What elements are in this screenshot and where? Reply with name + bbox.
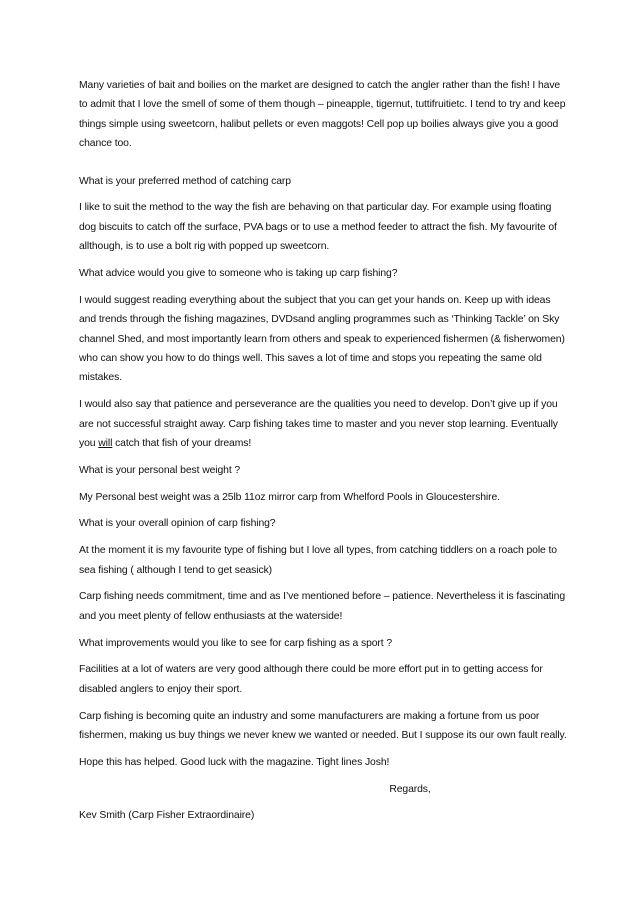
emphasis-will: will — [98, 438, 113, 450]
answer-improvements: Facilities at a lot of waters are very good although there could be more effort put in to getting access for disabled anglers to enjoy their sport. — [79, 664, 543, 695]
document-body — [79, 76, 569, 833]
signature: Kev Smith (Carp Fisher Extraordinaire) — [79, 810, 255, 822]
answer-advice: I would suggest reading everything about the subject that you can get your hands on. Keep up with ideas and trends through the fishing magazines, DVDsand angling programmes such as ‘Thinking Tackle’ on Sky channel Shed, and most importantly learn from others and speak to experienced fishermen (& fisherwomen) who can show you how to do things well. This saves a lot of time and stops you repeating the same old mistakes. — [79, 294, 565, 384]
question-overall-opinion: What is your overall opinion of carp fishing? — [79, 518, 276, 530]
question-preferred-method: What is your preferred method of catching carp — [79, 175, 291, 187]
paragraph-patience — [79, 395, 569, 453]
paragraph-industry: Carp fishing is becoming quite an industry and some manufacturers are making a fortune from us poor fishermen, making us buy things we never knew we wanted or needed. But I suppose its our own fault really. — [79, 710, 567, 742]
paragraph-commitment: Carp fishing needs commitment, time and as I’ve mentioned before – patience. Nevertheless it is fascinating and you meet plenty of fellow enthusiasts at the waterside! — [79, 591, 565, 622]
closing-regards: Regards, — [389, 783, 431, 795]
answer-preferred-method: I like to suit the method to the way the fish are behaving on that particular day. For example using floating dog biscuits to catch off the surface, PVA bags or to use a method feeder to attract the fish. My favourite of allthough, is to use a bolt rig with popped up sweetcorn. — [79, 202, 557, 253]
question-advice: What advice would you give to someone who is taking up carp fishing? — [79, 268, 398, 280]
question-improvements: What improvements would you like to see for carp fishing as a sport ? — [79, 637, 393, 649]
patience-text-after: catch that fish of your dreams! — [112, 438, 252, 450]
answer-overall-opinion: At the moment it is my favourite type of fishing but I love all types, from catching tiddlers on a roach pole to sea fishing ( although I tend to get seasick) — [79, 545, 557, 576]
paragraph-sign-off: Hope this has helped. Good luck with the magazine. Tight lines Josh! — [79, 756, 390, 768]
paragraph-bait: Many varieties of bait and boilies on the market are designed to catch the angler rather than the fish! I have to admit that I love the smell of some of them though – pineapple, tigernut, tuttifruitietc. I tend to try and keep things simple using sweetcorn, halibut pellets or even maggots! Cell pop up boilies always give you a good chance too. — [79, 80, 566, 150]
patience-text-before: I would also say that patience and perseverance are the qualities you need to develop. Don’t give up if you are not successful straight away. Carp fishing takes time to master and you never stop learning. Eventually you — [79, 399, 558, 450]
question-personal-best: What is your personal best weight ? — [79, 464, 241, 476]
answer-personal-best: My Personal best weight was a 25lb 11oz mirror carp from Whelford Pools in Gloucestershire. — [79, 491, 500, 503]
